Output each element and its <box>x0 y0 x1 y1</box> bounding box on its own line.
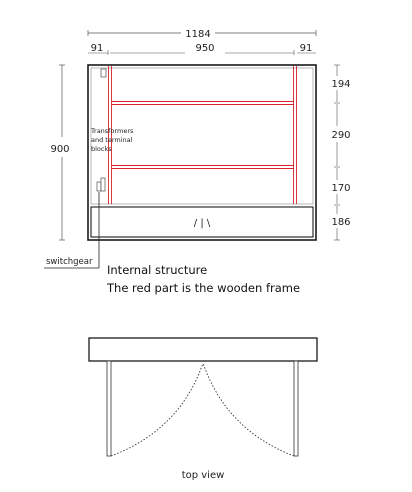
sub-width-dimensions <box>88 43 316 55</box>
top-left-component <box>101 69 106 77</box>
overall-width-label: 1184 <box>185 29 211 40</box>
front-elevation <box>44 29 351 268</box>
section-4-label: 186 <box>331 217 351 228</box>
section-3-label: 170 <box>331 183 351 194</box>
section-2-label: 290 <box>331 130 351 141</box>
transformers-line-1: Transformers <box>91 127 134 135</box>
right-margin-label: 91 <box>299 43 313 54</box>
top-view-label: top view <box>181 470 225 481</box>
overall-width-dimension <box>88 29 316 40</box>
cabinet-outline <box>88 65 316 240</box>
left-margin-label: 91 <box>90 43 104 54</box>
transformers-line-3: blocks <box>91 145 112 153</box>
section-height-dimensions <box>331 65 350 240</box>
overall-height-dimension <box>50 65 69 240</box>
switchgear-label: switchgear <box>46 257 93 267</box>
drawer-mark: / | \ <box>193 218 211 229</box>
top-view-cabinet <box>89 338 317 361</box>
wooden-frame <box>109 66 297 204</box>
inner-width-label: 950 <box>195 43 215 54</box>
left-door <box>107 361 203 456</box>
top-view <box>89 338 317 481</box>
transformers-annotation <box>90 127 134 153</box>
caption-line-1: Internal structure <box>107 263 208 277</box>
transformer-component <box>97 178 105 191</box>
overall-height-label: 900 <box>50 144 70 155</box>
transformers-line-2: and terminal <box>91 136 133 144</box>
caption-line-2: The red part is the wooden frame <box>107 281 301 295</box>
section-1-label: 194 <box>331 79 351 90</box>
right-door <box>203 361 298 456</box>
